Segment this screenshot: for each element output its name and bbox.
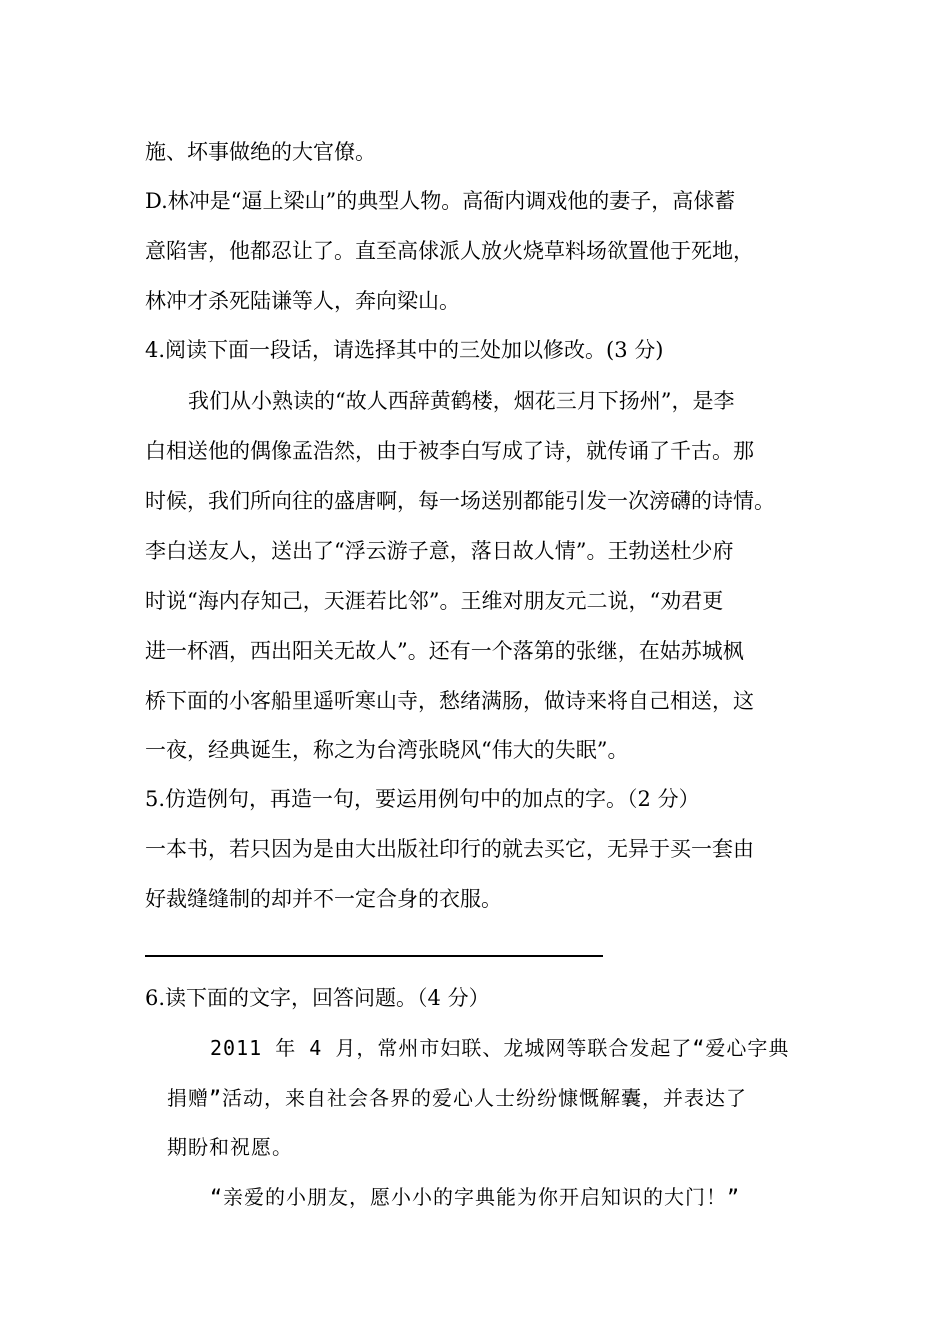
quote-line: “亲爱的小朋友，愿小小的字典能为你开启知识的大门！” bbox=[210, 1185, 741, 1209]
option-d-line: D.林冲是“逼上梁山”的典型人物。高衙内调戏他的妻子，高俅蓄 bbox=[145, 189, 736, 213]
text-line: 意陷害，他都忍让了。直至高俅派人放火烧草料场欲置他于死地， bbox=[145, 239, 754, 263]
paragraph-line: 李白送友人，送出了“浮云游子意，落日故人情”。王勃送杜少府 bbox=[145, 539, 734, 563]
paragraph-line: 白相送他的偶像孟浩然，由于被李白写成了诗，就传诵了千古。那 bbox=[145, 439, 754, 463]
paragraph-line: 进一杯酒，西出阳关无故人”。还有一个落第的张继，在姑苏城枫 bbox=[145, 639, 744, 663]
passage-line: 期盼和祝愿。 bbox=[167, 1135, 293, 1159]
example-sentence-line: 好裁缝缝制的却并不一定合身的衣服。 bbox=[145, 887, 502, 911]
passage-line: 2011 年 4 月，常州市妇联、龙城网等联合发起了“爱心字典 bbox=[210, 1036, 790, 1060]
paragraph-line: 一夜，经典诞生，称之为台湾张晓风“伟大的失眠”。 bbox=[145, 738, 629, 762]
paragraph-line: 桥下面的小客船里遥听寒山寺，愁绪满肠，做诗来将自己相送，这 bbox=[145, 689, 754, 713]
question-6-heading: 6.读下面的文字，回答问题。（4 分） bbox=[145, 986, 490, 1010]
paragraph-line: 我们从小熟读的“故人西辞黄鹤楼，烟花三月下扬州”，是李 bbox=[188, 389, 735, 413]
paragraph-line: 时说“海内存知己，天涯若比邻”。王维对朋友元二说，“劝君更 bbox=[145, 589, 724, 613]
text-line: 施、坏事做绝的大官僚。 bbox=[145, 140, 376, 164]
question-5-heading: 5.仿造例句，再造一句，要运用例句中的加点的字。（2 分） bbox=[145, 787, 700, 811]
answer-blank-line[interactable] bbox=[145, 955, 603, 957]
paragraph-line: 时候，我们所向往的盛唐啊，每一场送别都能引发一次滂礴的诗情。 bbox=[145, 489, 775, 513]
question-4-heading: 4.阅读下面一段话，请选择其中的三处加以修改。(3 分) bbox=[145, 338, 664, 362]
text-line: 林冲才杀死陆谦等人，奔向梁山。 bbox=[145, 289, 460, 313]
passage-line: 捐赠”活动，来自社会各界的爱心人士纷纷慷慨解囊，并表达了 bbox=[167, 1086, 748, 1110]
example-sentence-line: 一本书，若只因为是由大出版社印行的就去买它，无异于买一套由 bbox=[145, 837, 754, 861]
